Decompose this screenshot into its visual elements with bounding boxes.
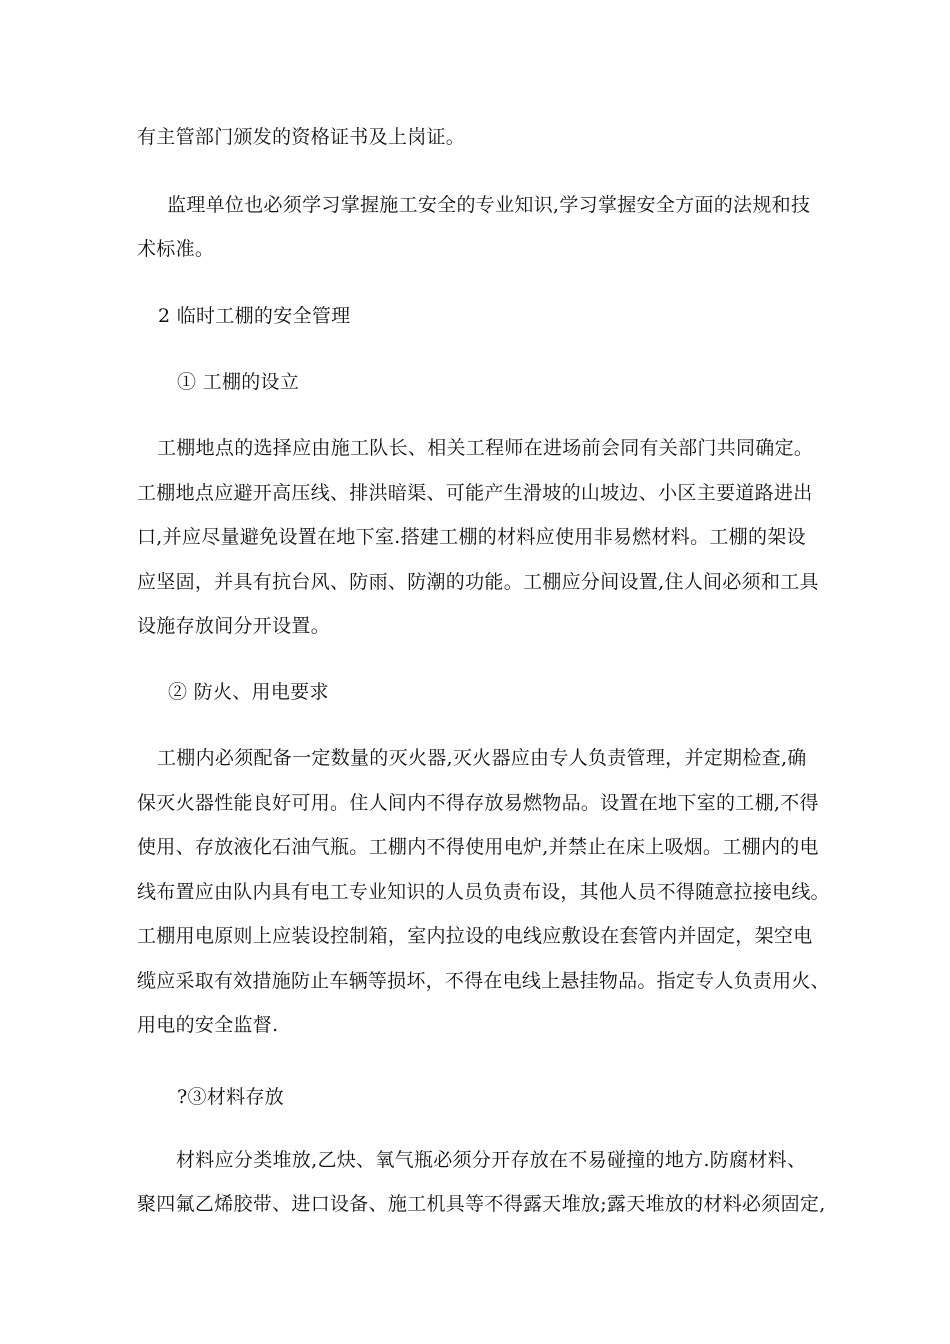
text-line: 工棚内必须配备一定数量的灭火器,灭火器应由专人负责管理，并定期检查,确 [157,747,807,769]
text-line: 口,并应尽量避免设置在地下室.搭建工棚的材料应使用非易燃材料。工棚的架设 [137,526,806,548]
text-line: 设施存放间分开设置。 [137,615,331,637]
text-line: 工棚地点的选择应由施工队长、相关工程师在进场前会同有关部门共同确定。 [157,437,814,459]
text-line: 术标准。 [137,238,215,260]
text-line: 用电的安全监督. [137,1014,279,1036]
text-line: 有主管部门颁发的资格证书及上岗证。 [137,126,466,148]
subsection-heading: ?③材料存放 [177,1086,284,1108]
text-line: 工棚地点应避开高压线、排洪暗渠、可能产生滑坡的山坡边、小区主要道路进出 [137,482,813,504]
text-line: 材料应分类堆放,乙炔、氧气瓶必须分开存放在不易碰撞的地方.防腐材料、 [176,1149,807,1171]
subsection-heading: ② 防火、用电要求 [168,681,329,703]
subsection-heading: ① 工棚的设立 [177,371,300,393]
text-line: 线布置应由队内具有电工专业知识的人员负责布设，其他人员不得随意拉接电线。 [137,881,830,903]
text-line: 保灭火器性能良好可用。住人间内不得存放易燃物品。设置在地下室的工棚,不得 [137,792,819,814]
text-line: 聚四氟乙烯胶带、进口设备、施工机具等不得露天堆放;露天堆放的材料必须固定, [137,1193,826,1215]
section-heading: 2 临时工棚的安全管理 [158,305,351,327]
text-line: 应坚固，并具有抗台风、防雨、防潮的功能。工棚应分间设置,住人间必须和工具 [137,571,819,593]
text-line: 工棚用电原则上应装设控制箱，室内拉设的电线应敷设在套管内并固定，架空电 [137,925,813,947]
text-line: 缆应采取有效措施防止车辆等损坏，不得在电线上悬挂物品。指定专人负责用火、 [137,970,830,992]
text-line: 使用、存放液化石油气瓶。工棚内不得使用电炉,并禁止在床上吸烟。工棚内的电 [137,836,819,858]
text-line: 监理单位也必须学习掌握施工安全的专业知识,学习掌握安全方面的法规和技 [167,194,811,216]
